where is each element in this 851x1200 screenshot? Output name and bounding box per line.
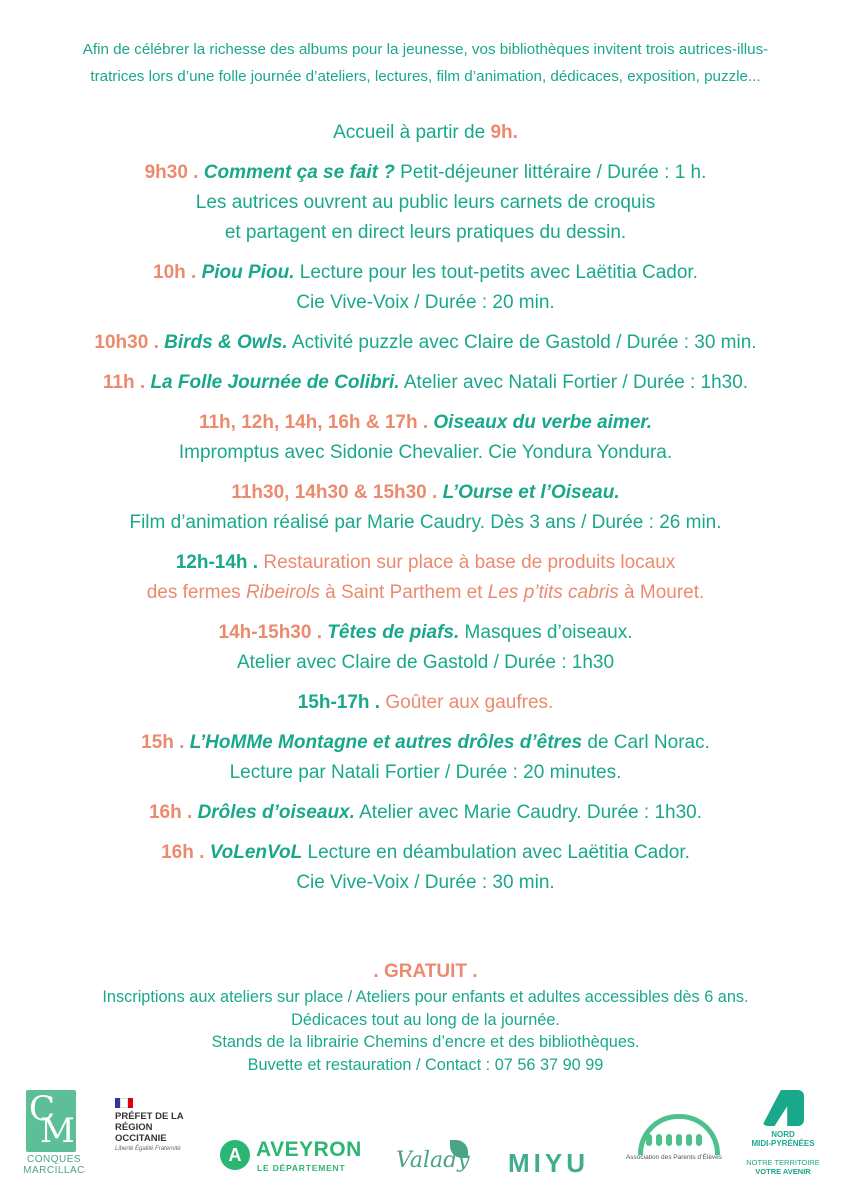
ca-mark-icon (762, 1090, 804, 1126)
flag-icon (115, 1098, 133, 1108)
event-time: 14h-15h30 . (218, 622, 328, 643)
event-7 (0, 618, 851, 678)
event-1 (0, 258, 851, 318)
event-title: Birds & Owls. (164, 332, 288, 353)
event-desc: Restauration sur place à base de produits locaux (263, 552, 676, 573)
accueil-text: Accueil à partir de (333, 122, 491, 143)
event-title: Têtes de piafs. (327, 622, 460, 643)
event-desc: Atelier avec Marie Caudry. Durée : 1h30. (354, 802, 702, 823)
prefet-logo (115, 1098, 205, 1153)
footer-info (0, 958, 851, 1076)
event-line2: Film d’animation réalisé par Marie Caudry. Dès 3 ans / Durée : 26 min. (129, 512, 722, 533)
event-time: 11h30, 14h30 & 15h30 . (231, 482, 443, 503)
partner-logos (0, 1090, 851, 1200)
event-10 (0, 798, 851, 828)
prefet-name: PRÉFET DE LA RÉGION OCCITANIE (115, 1111, 184, 1144)
event-line2: Impromptus avec Sidonie Chevalier. Cie Yondura Yondura. (178, 442, 673, 463)
cm-letter-m: M (40, 1111, 75, 1151)
farm-name: Ribeirols (245, 582, 320, 603)
event-9 (0, 728, 851, 788)
event-title: L’Ourse et l’Oiseau. (442, 482, 620, 503)
event-time: 11h, 12h, 14h, 16h & 17h . (198, 412, 434, 433)
event-text: à Mouret. (618, 582, 705, 603)
people-icon (646, 1134, 702, 1148)
event-desc: Activité puzzle avec Claire de Gastold / Durée : 30 min. (287, 332, 757, 353)
ca-region (738, 1130, 828, 1148)
event-2 (0, 328, 851, 358)
valady-name: Valady (396, 1148, 470, 1173)
event-time: 10h30 . (94, 332, 165, 353)
footer-line: Buvette et restauration / Contact : 07 56 37 90 99 (247, 1055, 604, 1074)
event-note: et partagent en direct leurs pratiques du dessin. (224, 222, 627, 243)
event-desc: Masques d’oiseaux. (459, 622, 633, 643)
accueil-time: 9h. (490, 122, 518, 143)
event-desc: Goûter aux gaufres. (385, 692, 554, 713)
event-title: Oiseaux du verbe aimer. (433, 412, 653, 433)
event-note: Les autrices ouvrent au public leurs carnets de croquis (195, 192, 656, 213)
intro-paragraph (20, 36, 831, 90)
event-desc: de Carl Norac. (582, 732, 710, 753)
event-title: VoLenVoL (209, 842, 303, 863)
event-desc: Lecture pour les tout-petits avec Laëtitia Cador. (294, 262, 698, 283)
ape-name: Association des Parents d’Élèves (625, 1154, 723, 1161)
event-text: à Saint Parthem et (319, 582, 488, 603)
event-5 (0, 478, 851, 538)
event-desc: Lecture en déambulation avec Laëtitia Cador. (302, 842, 690, 863)
farm-name: Les p’tits cabris (487, 582, 619, 603)
intro-line: tratrices lors d’une folle journée d’ateliers, lectures, film d’animation, dédicaces, exposition, puzzle... (90, 68, 761, 85)
event-time: 15h-17h . (297, 692, 386, 713)
event-title: L’HoMMe Montagne et autres drôles d’êtres (189, 732, 583, 753)
event-title: Comment ça se fait ? (203, 162, 395, 183)
event-line2: Lecture par Natali Fortier / Durée : 20 minutes. (229, 762, 622, 783)
event-time: 9h30 . (144, 162, 204, 183)
event-4 (0, 408, 851, 468)
gratuit-label: . GRATUIT . (373, 961, 478, 982)
miyu-logo: MIYU (508, 1148, 589, 1178)
intro-line: Afin de célébrer la richesse des albums pour la jeunesse, vos bibliothèques invitent trois autrices-illus- (82, 41, 769, 58)
event-line2 (0, 578, 851, 608)
ca-tag-line: VOTRE AVENIR (755, 1167, 811, 1176)
cm-mark (26, 1090, 76, 1152)
event-time: 16h . (161, 842, 210, 863)
aveyron-a-icon: A (220, 1140, 250, 1170)
event-8 (0, 688, 851, 718)
ca-tagline (738, 1158, 828, 1176)
cm-letter-c: C (29, 1089, 56, 1129)
event-time: 10h . (153, 262, 202, 283)
schedule (0, 118, 851, 898)
ca-tag-line: NOTRE TERRITOIRE (746, 1158, 820, 1167)
event-line2: Cie Vive-Voix / Durée : 30 min. (296, 872, 555, 893)
aveyron-name: AVEYRON (256, 1138, 362, 1161)
event-3 (0, 368, 851, 398)
footer-line: Dédicaces tout au long de la journée. (291, 1010, 560, 1029)
event-title: Piou Piou. (201, 262, 295, 283)
cm-text: CONQUES MARCILLAC (23, 1154, 85, 1176)
event-time: 15h . (141, 732, 190, 753)
event-desc: Atelier avec Natali Fortier / Durée : 1h30. (399, 372, 749, 393)
event-time: 16h . (148, 802, 198, 823)
event-time: 12h-14h . (175, 552, 264, 573)
event-line2: Atelier avec Claire de Gastold / Durée : 1h30 (236, 652, 615, 673)
event-text: des fermes (146, 582, 246, 603)
valady-logo (392, 1134, 482, 1182)
footer-line: Inscriptions aux ateliers sur place / Ateliers pour enfants et adultes accessibles dès 6 ans. (102, 988, 749, 1006)
parents-association-logo (624, 1104, 724, 1184)
event-11 (0, 838, 851, 898)
event-title: Drôles d’oiseaux. (197, 802, 355, 823)
prefet-motto: Liberté Égalité Fraternité (115, 1146, 181, 1152)
event-desc: Petit-déjeuner littéraire / Durée : 1 h. (394, 162, 707, 183)
conques-marcillac-logo (22, 1090, 86, 1180)
event-0 (0, 158, 851, 248)
ca-region-line: MIDI-PYRÉNÉES (751, 1139, 815, 1148)
credit-agricole-logo (738, 1090, 828, 1190)
event-6 (0, 548, 851, 608)
accueil-line (0, 118, 851, 148)
event-line2: Cie Vive-Voix / Durée : 20 min. (296, 292, 555, 313)
event-time: 11h . (102, 372, 151, 393)
event-title: La Folle Journée de Colibri. (150, 372, 400, 393)
ca-region-line: NORD (771, 1130, 795, 1139)
footer-line: Stands de la librairie Chemins d’encre et des bibliothèques. (211, 1033, 640, 1051)
aveyron-sub: LE DÉPARTEMENT (257, 1163, 346, 1173)
